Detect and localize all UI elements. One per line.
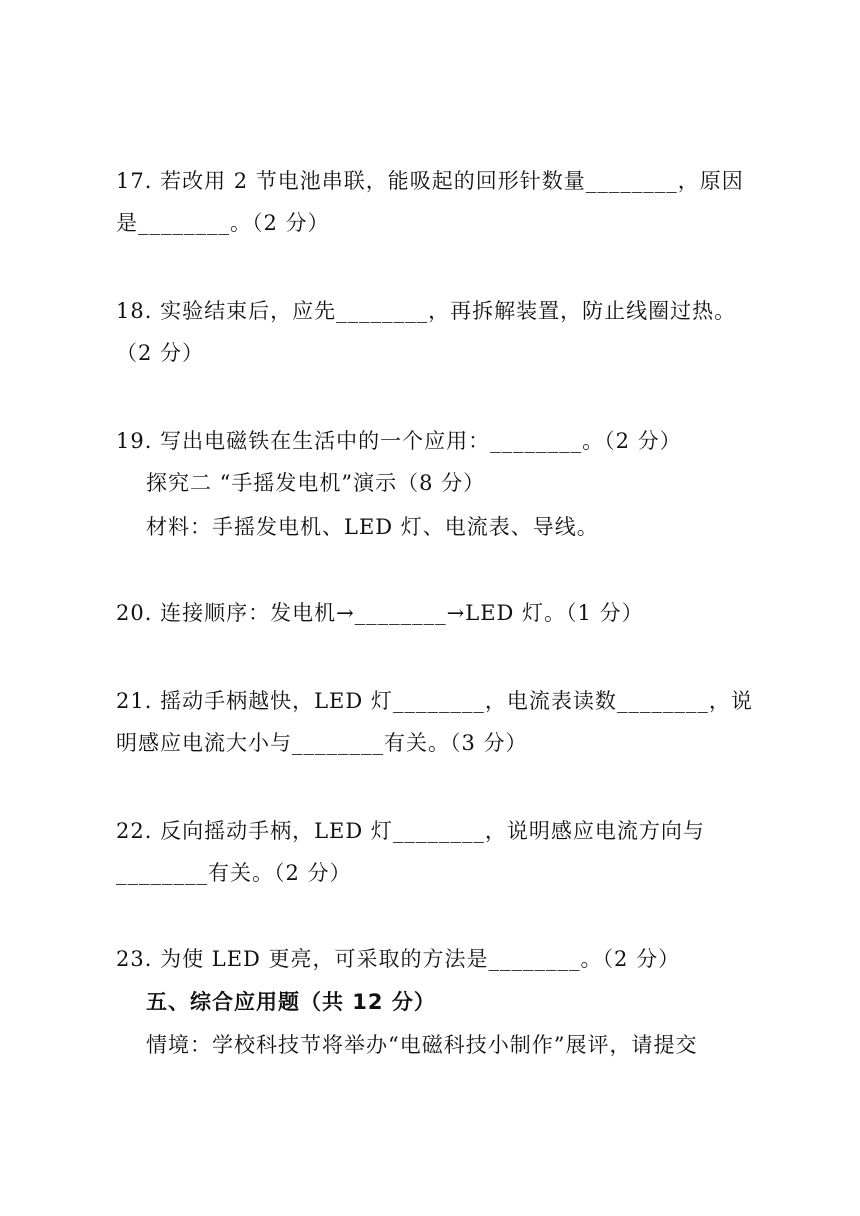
materials-text: 材料：手摇发电机、LED 灯、电流表、导线。 [146, 515, 599, 539]
question-21-line-1: 21. 摇动手柄越快，LED 灯________，电流表读数________，说 [116, 689, 753, 713]
question-23: 23. 为使 LED 更亮，可采取的方法是________。（2 分） [116, 947, 681, 971]
question-21-line-2: 明感应电流大小与________有关。（3 分） [116, 731, 528, 755]
question-17-line-2: 是________。（2 分） [116, 211, 330, 235]
scenario-text: 情境：学校科技节将举办“电磁科技小制作”展评，请提交 [146, 1033, 698, 1057]
question-22-line-1: 22. 反向摇动手柄，LED 灯________，说明感应电流方向与 [116, 819, 705, 843]
section-heading-part-5: 五、综合应用题（共 12 分） [146, 990, 436, 1014]
question-18-line-1: 18. 实验结束后，应先________，再拆解装置，防止线圈过热。 [116, 299, 737, 323]
section-heading-explore-2: 探究二 “手摇发电机”演示（8 分） [146, 471, 486, 495]
question-18-line-2: （2 分） [116, 341, 205, 365]
question-17-line-1: 17. 若改用 2 节电池串联，能吸起的回形针数量________，原因 [116, 169, 744, 193]
question-22-line-2: ________有关。（2 分） [116, 861, 352, 885]
question-19: 19. 写出电磁铁在生活中的一个应用：________。（2 分） [116, 429, 682, 453]
question-20: 20. 连接顺序：发电机→________→LED 灯。（1 分） [116, 601, 644, 625]
